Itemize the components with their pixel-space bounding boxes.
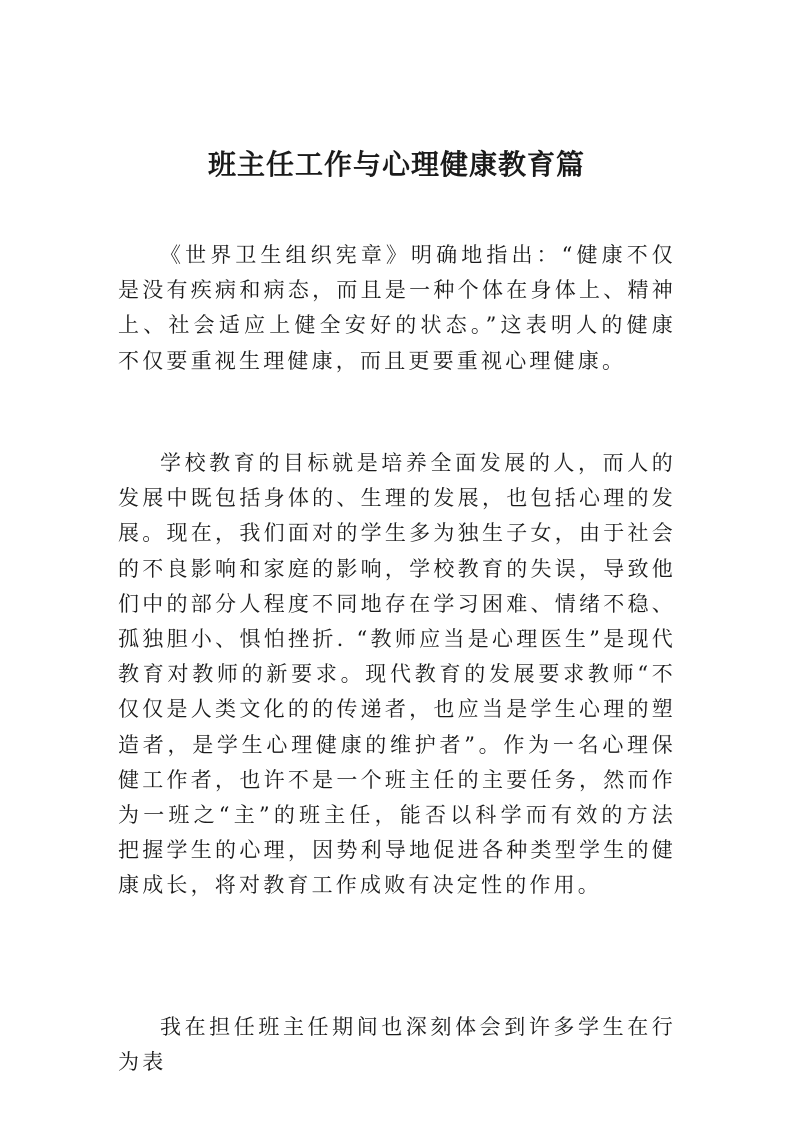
paragraph-3: 我在担任班主任期间也深刻体会到许多学生在行为表: [118, 1015, 676, 1075]
document-title: 班主任工作与心理健康教育篇: [207, 147, 585, 181]
paragraph-2: 学校教育的目标就是培养全面发展的人，而人的发展中既包括身体的、生理的发展，也包括心理的发展。现在，我们面对的学生多为独生子女，由于社会的不良影响和家庭的影响，学校教育的失误，导致他们中的部分人程度不同地存在学习困难、情绪不稳、孤独胆小、惧怕挫折. “教师应当是心理医生”是现代教育对教师的新要求。现代教育的发展要求教师“不仅仅是人类文化的的传递者，也应当是学生心理的塑造者，是学生心理健康的维护者”。作为一名心理保健工作者，也许不是一个班主任的主要任务，然而作为一班之“主”的班主任，能否以科学而有效的方法把握学生的心理，因势利导地促进各种类型学生的健康成长，将对教育工作成败有决定性的作用。: [118, 451, 676, 898]
paragraph-1: 《世界卫生组织宪章》明确地指出：“健康不仅是没有疾病和病态，而且是一种个体在身体上、精神上、社会适应上健全安好的状态。”这表明人的健康不仅要重视生理健康，而且更要重视心理健康。: [118, 243, 676, 373]
